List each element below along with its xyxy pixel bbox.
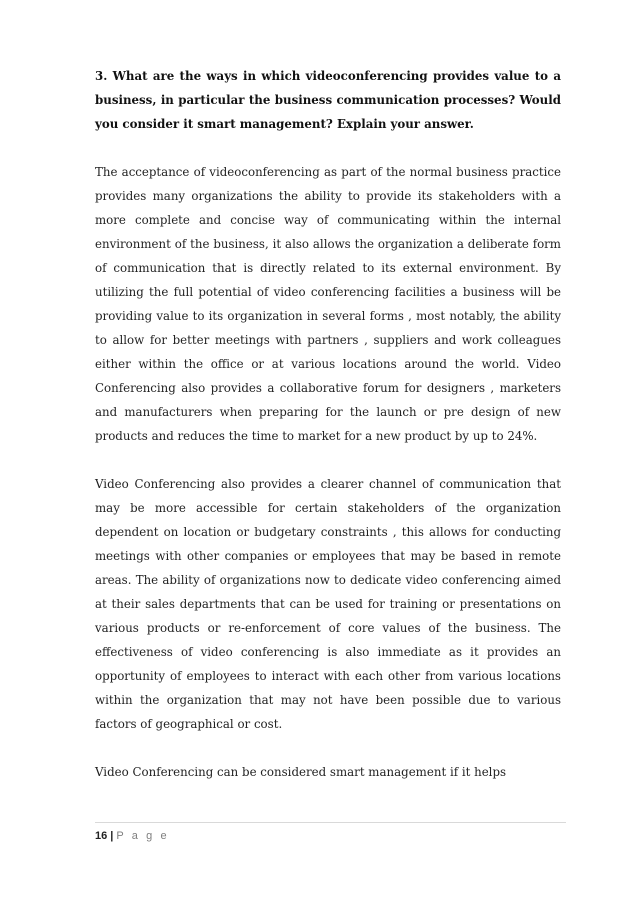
body-paragraph-1: The acceptance of videoconferencing as part of the normal business practice provides many organizations the ability to provide its stakeholders with a more complete and concise way of communicating within the internal environment of the business, it also allows the organization a deliberate form of communication that is directly related to its external environment. By utilizing the full potential of video conferencing facilities a business will be providing value to its organization in several forms , most notably, the ability to allow for better meetings with partners , suppliers and work colleagues either within the office or at various locations around the world. Video Conferencing also provides a collaborative forum for designers , marketers and manufacturers when preparing for the launch or pre design of new products and reduces the time to market for a new product by up to 24%.: [95, 165, 561, 443]
page-footer: [95, 822, 566, 842]
page-number: 16: [95, 830, 108, 842]
footer-separator: |: [110, 830, 114, 842]
question-heading: 3. What are the ways in which videoconferencing provides value to a business, in particular the business communication processes? Would you consider it smart management? Explain your answer.: [95, 69, 561, 131]
page-label: P a g e: [116, 830, 170, 842]
document-page: [95, 64, 561, 784]
body-paragraph-3: Video Conferencing can be considered smart management if it helps: [95, 765, 507, 779]
body-paragraph-2: Video Conferencing also provides a clearer channel of communication that may be more accessible for certain stakeholders of the organization dependent on location or budgetary constraints , this allows for conducting meetings with other companies or employees that may be based in remote areas. The ability of organizations now to dedicate video conferencing aimed at their sales departments that can be used for training or presentations on various products or re-enforcement of core values of the business. The effectiveness of video conferencing is also immediate as it provides an opportunity of employees to interact with each other from various locations within the organization that may not have been possible due to various factors of geographical or cost.: [95, 477, 561, 731]
